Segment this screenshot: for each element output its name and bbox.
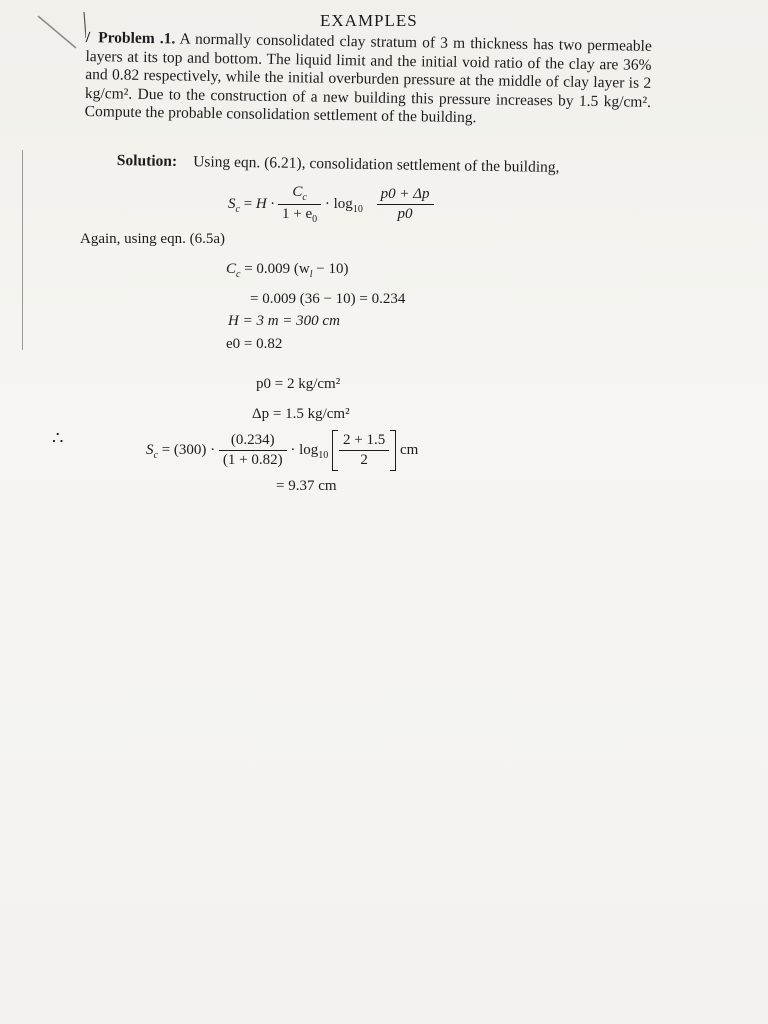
eq1-frac-den: 1 + e xyxy=(282,206,313,222)
cc-sub: c xyxy=(236,269,241,280)
eq1-frac2-num: p0 + Δp xyxy=(377,186,434,205)
cc-rest: = 0.009 (w xyxy=(244,261,310,277)
final-frac2-num: 2 + 1.5 xyxy=(339,432,389,451)
dp-value: Δp = 1.5 kg/cm² xyxy=(252,406,350,422)
final-frac-num: (0.234) xyxy=(219,432,287,451)
cc-tail: − 10) xyxy=(316,261,349,277)
final-frac-den: (1 + 0.82) xyxy=(222,452,283,468)
cc-value: = 0.009 (36 − 10) = 0.234 xyxy=(250,291,406,307)
solution-label: Solution: xyxy=(116,152,178,170)
final-lhs-sub: c xyxy=(153,449,158,461)
settlement-equation xyxy=(228,184,434,225)
check-mark-icon: / xyxy=(85,29,91,47)
final-fraction xyxy=(219,432,287,469)
final-result: = 9.37 cm xyxy=(276,478,337,494)
problem-statement xyxy=(85,29,652,130)
e0-value: e0 = 0.82 xyxy=(226,336,283,352)
eq1-equals: = xyxy=(243,195,253,212)
final-lhs: S xyxy=(146,441,154,458)
eq1-log: · log xyxy=(324,195,353,212)
eq1-log-base: 10 xyxy=(352,203,363,215)
wl-sub: l xyxy=(309,269,313,280)
margin-line xyxy=(22,150,23,350)
final-frac2-den: 2 xyxy=(360,452,368,468)
eq1-fraction xyxy=(278,184,321,225)
final-log-base: 10 xyxy=(318,449,329,461)
final-log: · log xyxy=(290,441,319,458)
therefore-symbol: ∴ xyxy=(52,428,64,448)
final-bracket xyxy=(332,430,396,471)
final-unit: cm xyxy=(400,441,419,458)
eq1-frac2-den: p0 xyxy=(397,206,413,222)
problem-label: Problem .1. xyxy=(98,29,176,48)
final-start: = (300) · xyxy=(161,441,216,458)
h-value: H = 3 m = 300 cm xyxy=(228,313,340,329)
pen-mark-icon xyxy=(36,8,86,53)
p0-value: p0 = 2 kg/cm² xyxy=(256,376,341,392)
final-fraction-2 xyxy=(339,432,389,469)
section-heading: EXAMPLES xyxy=(320,11,418,30)
eq1-frac-den-sub: 0 xyxy=(312,214,318,225)
eq1-h: H · xyxy=(255,195,275,212)
eq1-lhs: S xyxy=(228,195,236,212)
final-equation xyxy=(146,430,418,471)
eq1-lhs-sub: c xyxy=(235,203,240,215)
cc-symbol: C xyxy=(226,261,237,277)
eq1-frac-num-sub: c xyxy=(302,192,307,203)
cc-equation xyxy=(226,261,349,280)
again-text: Again, using eqn. (6.5a) xyxy=(80,231,225,247)
eq1-fraction-2 xyxy=(377,186,434,223)
solution-intro xyxy=(117,152,657,178)
solution-text: Using eqn. (6.21), consolidation settlement of the building, xyxy=(193,153,560,176)
problem-text: A normally consolidated clay stratum of 3 m thickness has two permeable layers at its top and bottom. The liquid limit and the initial void ratio of the clay are 36% and 0.82 respectively, while the initial overburden pressure at the middle of clay layer is 2 kg/cm². Due to the construction of a new building this pressure increases by 1.5 kg/cm². Compute the probable consolidation settlement of the building. xyxy=(84,30,652,127)
eq1-frac-num: C xyxy=(292,184,303,200)
